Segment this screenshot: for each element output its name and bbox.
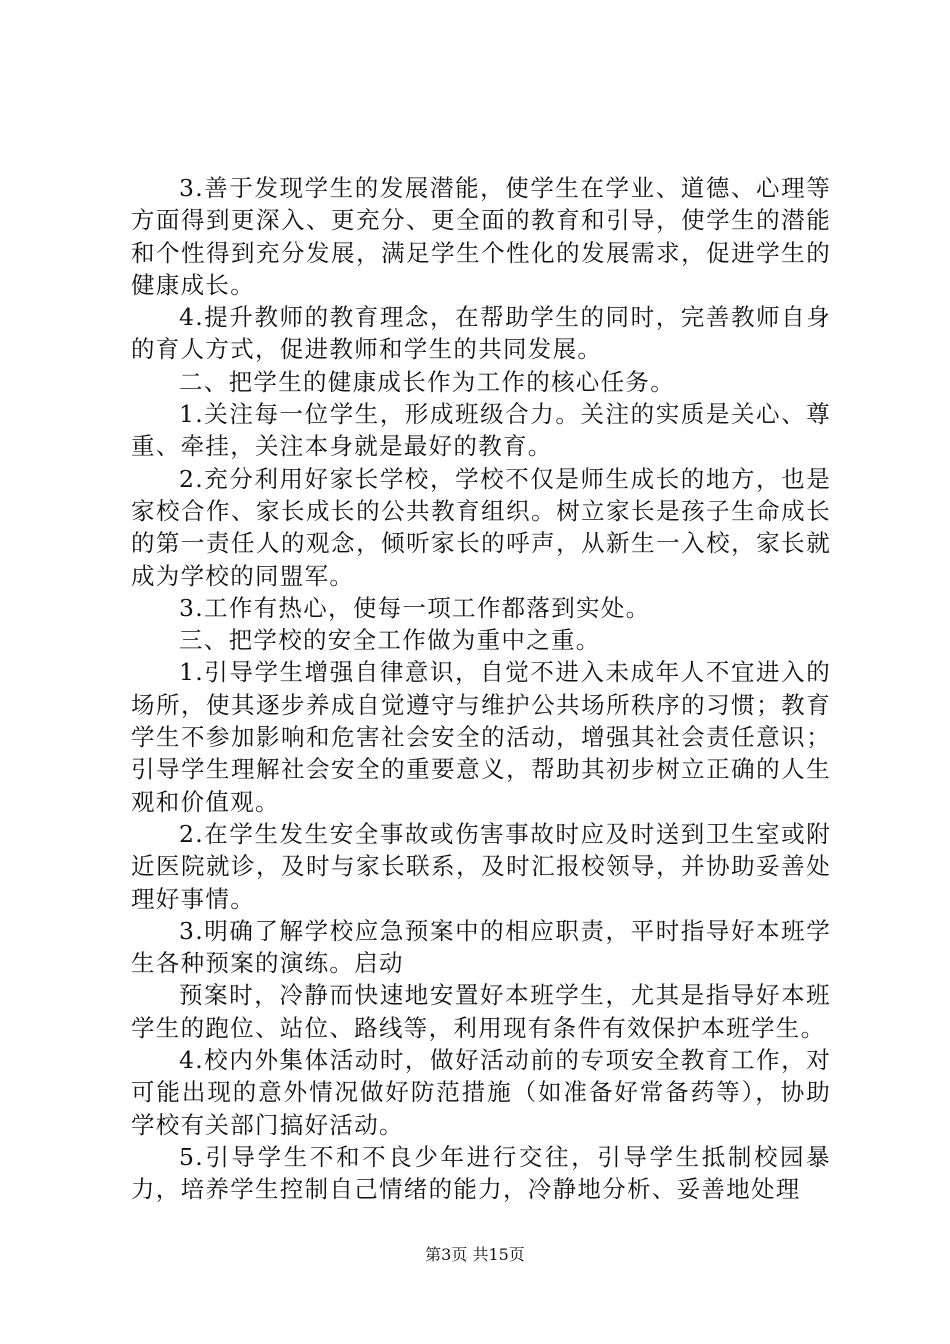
paragraph: 预案时，冷静而快速地安置好本班学生，尤其是指导好本班学生的跑位、站位、路线等，利用现有条件有效保护本班学生。 <box>131 981 831 1042</box>
paragraph: 2.在学生发生安全事故或伤害事故时应及时送到卫生室或附近医院就诊，及时与家长联系，及时汇报校领导，并协助妥善处理好事情。 <box>131 819 831 913</box>
paragraph: 1.引导学生增强自律意识，自觉不进入未成年人不宜进入的场所，使其逐步养成自觉遵守与维护公共场所秩序的习惯；教育学生不参加影响和危害社会安全的活动，增强其社会责任意识；引导学生理解社会安全的重要意义，帮助其初步树立正确的人生观和价值观。 <box>131 658 831 816</box>
paragraph: 3.善于发现学生的发展潜能，使学生在学业、道德、心理等方面得到更深入、更充分、更全面的教育和引导，使学生的潜能和个性得到充分发展，满足学生个性化的发展需求，促进学生的健康成长。 <box>131 174 831 299</box>
paragraph: 2.充分利用好家长学校，学校不仅是师生成长的地方，也是家校合作、家长成长的公共教育组织。树立家长是孩子生命成长的第一责任人的观念，倾听家长的呼声，从新生一入校，家长就成为学校的同盟军。 <box>131 464 831 590</box>
paragraph: 4.提升教师的教育理念，在帮助学生的同时，完善教师自身的育人方式，促进教师和学生的共同发展。 <box>131 303 831 364</box>
paragraph: 3.明确了解学校应急预案中的相应职责，平时指导好本班学生各种预案的演练。启动 <box>131 916 831 978</box>
paragraph: 3.工作有热心，使每一项工作都落到实处。 <box>179 593 651 622</box>
paragraph: 5.引导学生不和不良少年进行交往，引导学生抵制校园暴力，培养学生控制自己情绪的能力，冷静地分析、妥善地处理 <box>131 1142 831 1204</box>
section-heading: 三、把学校的安全工作做为重中之重。 <box>179 626 601 655</box>
document-body <box>131 172 831 1206</box>
page-number-footer: 第3页 共15页 <box>425 1245 525 1264</box>
section-heading: 二、把学生的健康成长作为工作的核心任务。 <box>179 367 675 396</box>
paragraph: 4.校内外集体活动时，做好活动前的专项安全教育工作，对可能出现的意外情况做好防范措施（如准备好常备药等），协助学校有关部门搞好活动。 <box>131 1046 831 1139</box>
paragraph: 1.关注每一位学生，形成班级合力。关注的实质是关心、尊重、牵挂，关注本身就是最好的教育。 <box>131 400 831 461</box>
